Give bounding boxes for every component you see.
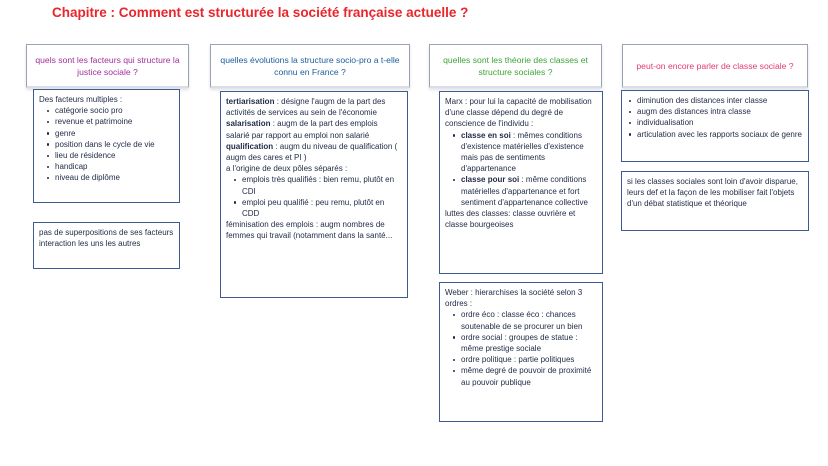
list-item: même degré de pouvoir de proximité au pouvoir publique bbox=[453, 365, 597, 387]
evolutions-box bbox=[220, 91, 408, 298]
column-2-header bbox=[210, 44, 410, 88]
factors-box bbox=[33, 89, 180, 203]
tertiarisation-definition: : désigne l'augm de la part des activités de services au sein de l'économie bbox=[226, 97, 386, 118]
list-item: emplois très qualifiés : bien remu, plutôt en CDI bbox=[234, 174, 402, 196]
list-item: revenue et patrimoine bbox=[47, 116, 174, 127]
list-item: position dans le cycle de vie bbox=[47, 139, 174, 150]
list-item: individualisation bbox=[629, 117, 803, 128]
salarisation-paragraph bbox=[226, 118, 402, 140]
trends-list bbox=[627, 95, 803, 140]
list-item: augm des distances intra classe bbox=[629, 106, 803, 117]
column-3-header bbox=[429, 44, 602, 88]
weber-box bbox=[439, 282, 603, 422]
classe-pour-soi-definition: : même conditions matérielles d'appartenance et fort sentiment d'appartenance collective bbox=[461, 175, 588, 207]
list-item: genre bbox=[47, 128, 174, 139]
tertiarisation-paragraph bbox=[226, 96, 402, 118]
factors-interaction-box bbox=[33, 222, 180, 269]
page-title: Chapitre : Comment est structurée la société française actuelle ? bbox=[52, 5, 469, 20]
social-class-trends-box bbox=[621, 90, 809, 162]
marx-box bbox=[439, 91, 603, 274]
list-item: ordre éco : classe éco : chances soutenable de se procurer un bien bbox=[453, 309, 597, 331]
column-1-header bbox=[26, 44, 189, 88]
list-item: ordre social : groupes de statue : même prestige sociale bbox=[453, 332, 597, 354]
origin-text: a l'origine de deux pôles séparés : bbox=[226, 164, 348, 174]
tertiarisation-term: tertiarisation bbox=[226, 97, 275, 106]
list-item: diminution des distances inter classe bbox=[629, 95, 803, 106]
list-item: niveau de diplôme bbox=[47, 172, 174, 183]
conclusion-text: si les classes sociales sont loin d'avoir disparue, leurs def et la façon de les mobiliser fait l'objets d'un débat statistique et théorique bbox=[627, 177, 798, 209]
poles-list bbox=[226, 174, 402, 219]
column-2-header-text: quelles évolutions la structure socio-pro a t-elle connu en France ? bbox=[220, 54, 400, 77]
classe-en-soi-definition: : mêmes conditions d'existence matérielles d'existence mais pas de sentiments d'appartenance bbox=[461, 130, 584, 174]
qualification-term: qualification bbox=[226, 141, 274, 151]
weber-intro: Weber : hierarchises la société selon 3 ordres : bbox=[445, 288, 583, 309]
marx-intro: Marx : pour lui la capacité de mobilisation d'une classe dépend du degré de conscience de l'individu : bbox=[445, 97, 592, 129]
classe-en-soi-term: classe en soi bbox=[461, 130, 511, 140]
salarisation-definition: : augm de la part des emplois salarié par rapport au emploi non salarié bbox=[226, 119, 378, 140]
weber-list bbox=[445, 309, 597, 387]
classe-pour-soi-term: classe pour soi bbox=[461, 175, 520, 185]
social-class-conclusion-box bbox=[621, 171, 809, 231]
column-4-header bbox=[622, 44, 808, 88]
column-3-header-text: quelles sont les théorie des classes et structure sociales ? bbox=[443, 54, 588, 77]
list-item: lieu de résidence bbox=[47, 150, 174, 161]
factors-list bbox=[39, 105, 174, 183]
salarisation-term: salarisation bbox=[226, 119, 271, 129]
column-1-header-text: quels sont les facteurs qui structure la justice sociale ? bbox=[35, 54, 180, 77]
list-item: ordre politique : partie politiques bbox=[453, 354, 597, 365]
qualification-paragraph bbox=[226, 141, 402, 163]
list-item: handicap bbox=[47, 161, 174, 172]
list-item: articulation avec les rapports sociaux de genre bbox=[629, 129, 803, 140]
list-item bbox=[453, 174, 597, 208]
column-4-header-text: peut-on encore parler de classe sociale ? bbox=[636, 60, 794, 71]
qualification-definition: : augm du niveau de qualification ( augm des cares et PI ) bbox=[226, 141, 398, 163]
marx-outro: luttes des classes: classe ouvrière et classe bourgeoises bbox=[445, 209, 576, 230]
factors-interaction-text: pas de superpositions de ses facteurs interaction les uns les autres bbox=[39, 228, 174, 249]
marx-list bbox=[445, 130, 597, 208]
factors-intro: Des facteurs multiples : bbox=[39, 95, 123, 104]
list-item bbox=[453, 130, 597, 175]
feminisation-text: féminisation des emplois : augm nombres de femmes qui travail (notamment dans la santé... bbox=[226, 220, 393, 241]
list-item: catégorie socio pro bbox=[47, 105, 174, 116]
list-item: emploi peu qualifié : peu remu, plutôt en CDD bbox=[234, 197, 402, 219]
